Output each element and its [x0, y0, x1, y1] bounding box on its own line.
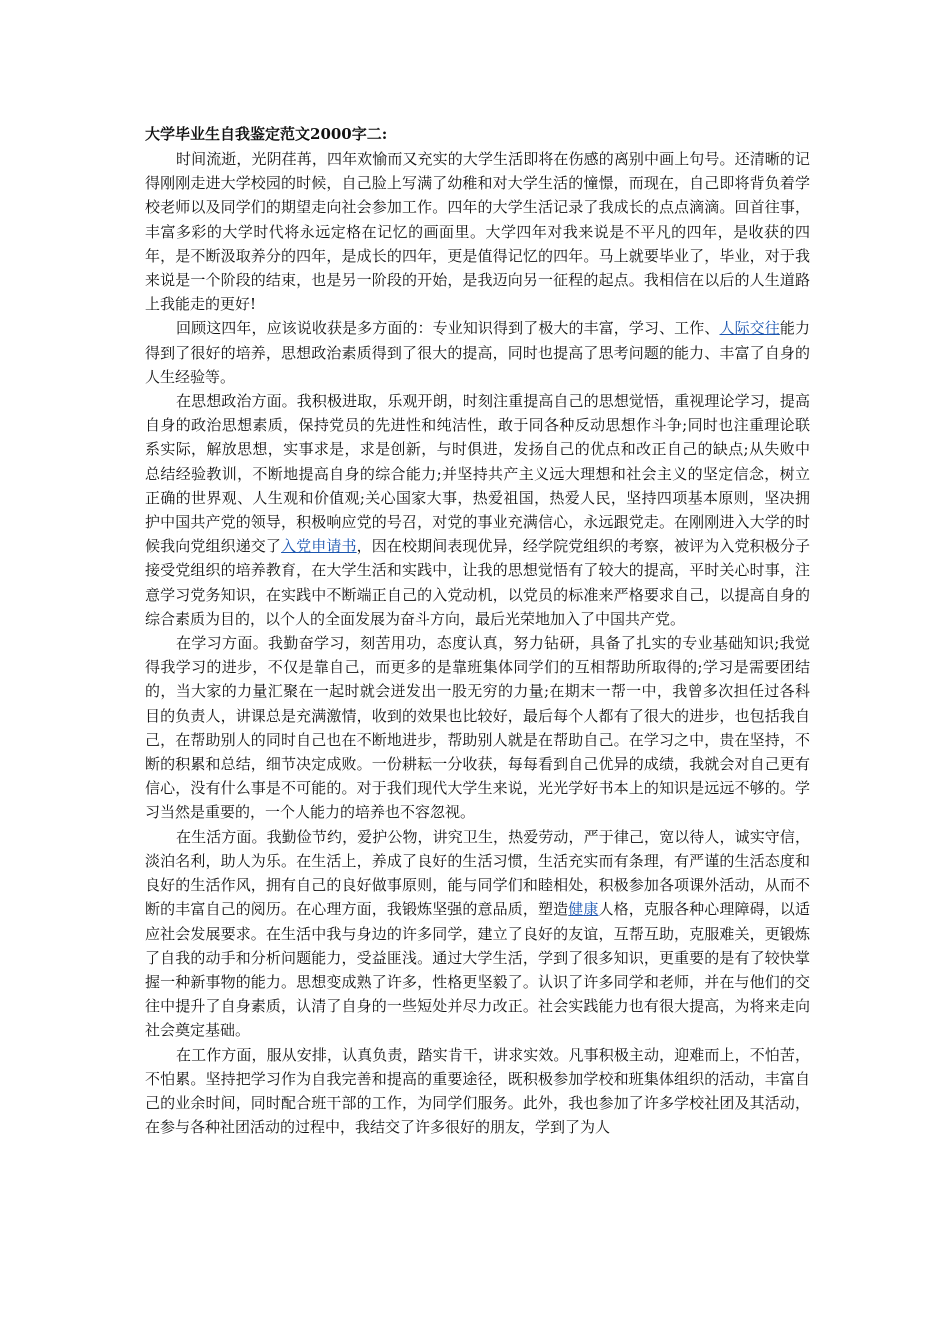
paragraph-review	[145, 316, 810, 389]
paragraph-text: ，因在校期间表现优异，经学院党组织的考察，被评为入党积极分子接受党组织的培养教育，在大学生活和实践中，让我的思想觉悟有了较大的提高，平时关心时事，注意学习党务知识，在实践中不断端正自己的入党动机，以党员的标准来严格要求自己，以提高自身的综合素质为目的，以个人的全面发展为奋斗方向，最后光荣地加入了中国共产党。	[145, 537, 810, 628]
paragraph-life	[145, 825, 810, 1043]
paragraph-text: 在生活方面。我勤俭节约，爱护公物，讲究卫生，热爱劳动，严于律己，宽以待人，诚实守信，淡泊名利，助人为乐。在生活上，养成了良好的生活习惯，生活充实而有条理，有严谨的生活态度和良好的生活作风，拥有自己的良好做事原则，能与同学们和睦相处，积极参加各项课外活动，从而不断的丰富自己的阅历。在心理方面，我锻炼坚强的意品质，塑造	[145, 827, 810, 919]
paragraph-text: 在学习方面。我勤奋学习，刻苦用功，态度认真，努力钻研，具备了扎实的专业基础知识;我觉得我学习的进步，不仅是靠自己，而更多的是靠班集体同学们的互相帮助所取得的;学习是需要团结的，当大家的力量汇聚在一起时就会迸发出一股无穷的力量;在期末一帮一中，我曾多次担任过各科目的负责人，讲课总是充满激情，收到的效果也比较好，最后每个人都有了很大的进步，也包括我自己，在帮助别人的同时自己也在不断地进步，帮助别人就是在帮助自己。在学习之中，贵在坚持，不断的积累和总结，细节决定成败。一份耕耘一分收获，每每看到自己优异的成绩，我就会对自己更有信心，没有什么事是不可能的。对于我们现代大学生来说，光光学好书本上的知识是远远不够的。学习当然是重要的，一个人能力的培养也不容忽视。	[145, 634, 810, 822]
paragraph-text: 回顾这四年，应该说收获是多方面的：专业知识得到了极大的丰富，学习、工作、	[176, 319, 720, 338]
paragraph-text: 时间流逝，光阴荏苒，四年欢愉而又充实的大学生活即将在伤感的离别中画上句号。还清晰的记得刚刚走进大学校园的时候，自己脸上写满了幼稚和对大学生活的憧憬，而现在，自己即将背负着学校老师以及同学们的期望走向社会参加工作。四年的大学生活记录了我成长的点点滴滴。回首往事，丰富多彩的大学时代将永远定格在记忆的画面里。大学四年对我来说是不平凡的四年，是收获的四年，是不断汲取养分的四年，是成长的四年，更是值得记忆的四年。马上就要毕业了，毕业，对于我来说是一个阶段的结束，也是另一阶段的开始，是我迈向另一征程的起点。我相信在以后的人生道路上我能走的更好!	[145, 150, 810, 314]
link-interpersonal[interactable]: 人际交往	[719, 319, 780, 338]
paragraph-text: 人格，克服各种心理障碍，以适应社会发展要求。在生活中我与身边的许多同学，建立了良好的友谊，互帮互助，克服难关，更锻炼了自我的动手和分析问题能力，受益匪浅。通过大学生活，学到了很多知识，更重要的是有了较快掌握一种新事物的能力。思想变成熟了许多，性格更坚毅了。认识了许多同学和老师，并在与他们的交往中提升了自身素质，认清了自身的一些短处并尽力改正。社会实践能力也有很大提高，为将来走向社会奠定基础。	[145, 900, 810, 1040]
paragraph-intro	[145, 147, 810, 316]
link-health[interactable]: 健康	[568, 900, 599, 919]
paragraph-work	[145, 1043, 810, 1140]
paragraph-text: 在工作方面，服从安排，认真负责，踏实肯干，讲求实效。凡事积极主动，迎难而上，不怕苦，不怕累。坚持把学习作为自我完善和提高的重要途径，既积极参加学校和班集体组织的活动，丰富自己的业余时间，同时配合班干部的工作，为同学们服务。此外，我也参加了许多学校社团及其活动，在参与各种社团活动的过程中，我结交了许多很好的朋友，学到了为人	[145, 1045, 810, 1137]
paragraph-political	[145, 389, 810, 631]
document-title: 大学毕业生自我鉴定范文2000字二:	[145, 125, 388, 143]
document-body	[145, 122, 810, 1139]
paragraph-text: 在思想政治方面。我积极进取，乐观开朗，时刻注重提高自己的思想觉悟，重视理论学习，提高自身的政治思想素质，保持党员的先进性和纯洁性，敢于同各种反动思想作斗争;同时也注重理论联系实际，解放思想，实事求是，求是创新，与时俱进，发扬自己的优点和改正自己的缺点;从失败中总结经验教训，不断地提高自身的综合能力;并坚持共产主义远大理想和社会主义的坚定信念，树立正确的世界观、人生观和价值观;关心国家大事，热爱祖国，热爱人民，坚持四项基本原则，坚决拥护中国共产党的领导，积极响应党的号召，对党的事业充满信心，永远跟党走。在刚刚进入大学的时候我向党组织递交了	[145, 392, 810, 556]
paragraph-study	[145, 631, 810, 825]
link-party-application[interactable]: 入党申请书	[281, 537, 357, 556]
paragraph-text: 能力得到了很好的培养，思想政治素质得到了很大的提高，同时也提高了思考问题的能力、丰富了自身的人生经验等。	[145, 319, 810, 386]
